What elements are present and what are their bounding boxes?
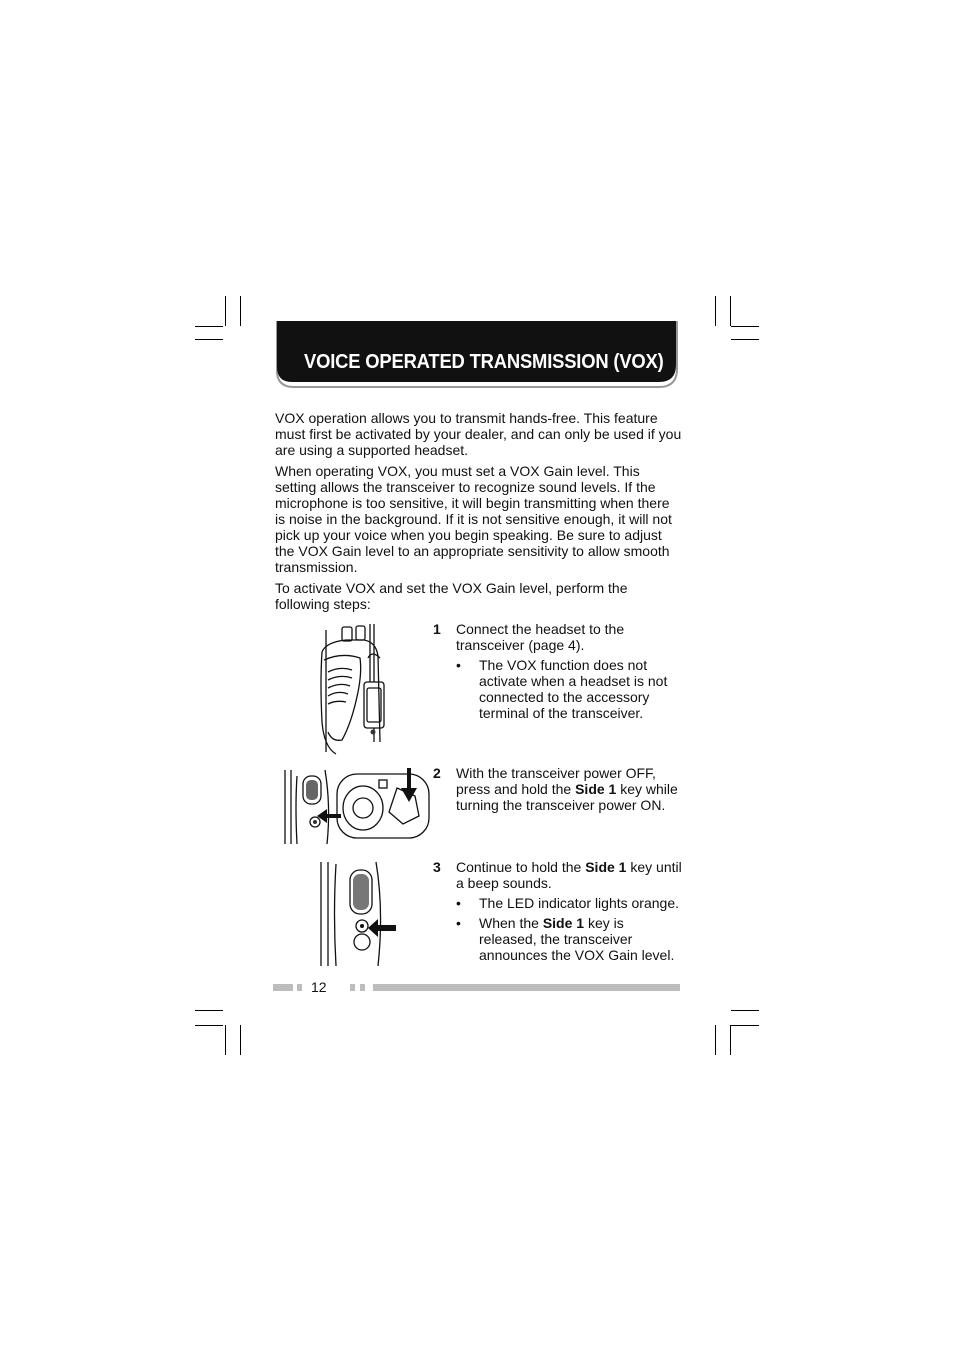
step-text: [456, 859, 683, 891]
crop-mark: [195, 1025, 223, 1026]
footer-bar: [350, 984, 355, 991]
bullet-dot: •: [456, 657, 461, 673]
step-number: 1: [433, 621, 441, 637]
step-text: Connect the headset to the transceiver (page 4).: [456, 621, 625, 653]
bullet-dot: •: [456, 915, 461, 931]
footer-bar: [273, 984, 293, 991]
intro-text: [275, 410, 683, 617]
page-number: 12: [311, 979, 327, 995]
intro-paragraph: To activate VOX and set the VOX Gain level, perform the following steps:: [275, 580, 628, 612]
step-text: [456, 765, 683, 813]
radio-headset-illustration: [312, 622, 392, 756]
page-footer: [273, 979, 681, 999]
step-text-part: key while turning the transceiver power ON.: [456, 781, 678, 813]
footer-bar: [373, 984, 680, 991]
step-3: [433, 859, 683, 967]
key-name: Side 1: [585, 859, 627, 875]
crop-mark: [715, 1025, 716, 1055]
crop-mark: [731, 1025, 759, 1026]
step-bullets: [456, 657, 683, 721]
side-key-illustration: [318, 860, 398, 968]
step-bullets: [456, 895, 683, 963]
step-text-part: With the transceiver power OFF, press and hold the: [456, 765, 656, 797]
side-key-power-illustration: [281, 766, 433, 846]
crop-mark: [730, 296, 731, 326]
key-name: Side 1: [575, 781, 617, 797]
bullet-item: [456, 915, 683, 963]
crop-mark: [225, 1025, 226, 1055]
crop-mark: [195, 326, 223, 327]
bullet-item: [456, 657, 683, 721]
crop-mark: [731, 1010, 759, 1011]
arrow-icon: [368, 919, 396, 937]
step-number: 2: [433, 765, 441, 781]
bullet-dot: •: [456, 895, 461, 911]
footer-bar: [360, 984, 365, 991]
step-2: [433, 765, 683, 813]
crop-mark: [240, 1025, 241, 1055]
step-text-part: key until a beep sounds.: [456, 859, 682, 891]
key-name: Side 1: [542, 915, 585, 931]
bullet-text: key is released, the transceiver announces the VOX Gain level.: [479, 915, 675, 963]
crop-mark: [715, 296, 716, 326]
intro-paragraph: VOX operation allows you to transmit hands-free. This feature must first be activated by your dealer, and can only be used if you are using a supported headset.: [275, 410, 682, 458]
crop-mark: [730, 1025, 731, 1055]
crop-mark: [731, 339, 759, 340]
bullet-text: The LED indicator lights orange.: [479, 895, 679, 911]
crop-mark: [195, 1010, 223, 1011]
page-title: VOICE OPERATED TRANSMISSION (VOX): [304, 351, 664, 373]
bullet-text: The VOX function does not activate when a headset is not connected to the accessory terminal of the transceiver.: [479, 657, 668, 721]
step-text-part: Continue to hold the: [456, 859, 586, 875]
section-banner: [276, 321, 678, 389]
footer-bar: [297, 984, 302, 991]
step-number: 3: [433, 859, 441, 875]
crop-mark: [731, 326, 759, 327]
intro-paragraph: When operating VOX, you must set a VOX Gain level. This setting allows the transceiver to recognize sound levels. If the microphone is too sensitive, it will begin transmitting when there is noise in the background. If it is not sensitive enough, it will not pick up your voice when you begin speaking. Be sure to adjust the VOX Gain level to an appropriate sensitivity to allow smooth transmission.: [275, 463, 672, 575]
crop-mark: [240, 296, 241, 326]
bullet-text: When the: [479, 915, 543, 931]
crop-mark: [225, 296, 226, 326]
bullet-item: [456, 895, 683, 911]
step-1: [433, 621, 683, 725]
crop-mark: [195, 339, 223, 340]
